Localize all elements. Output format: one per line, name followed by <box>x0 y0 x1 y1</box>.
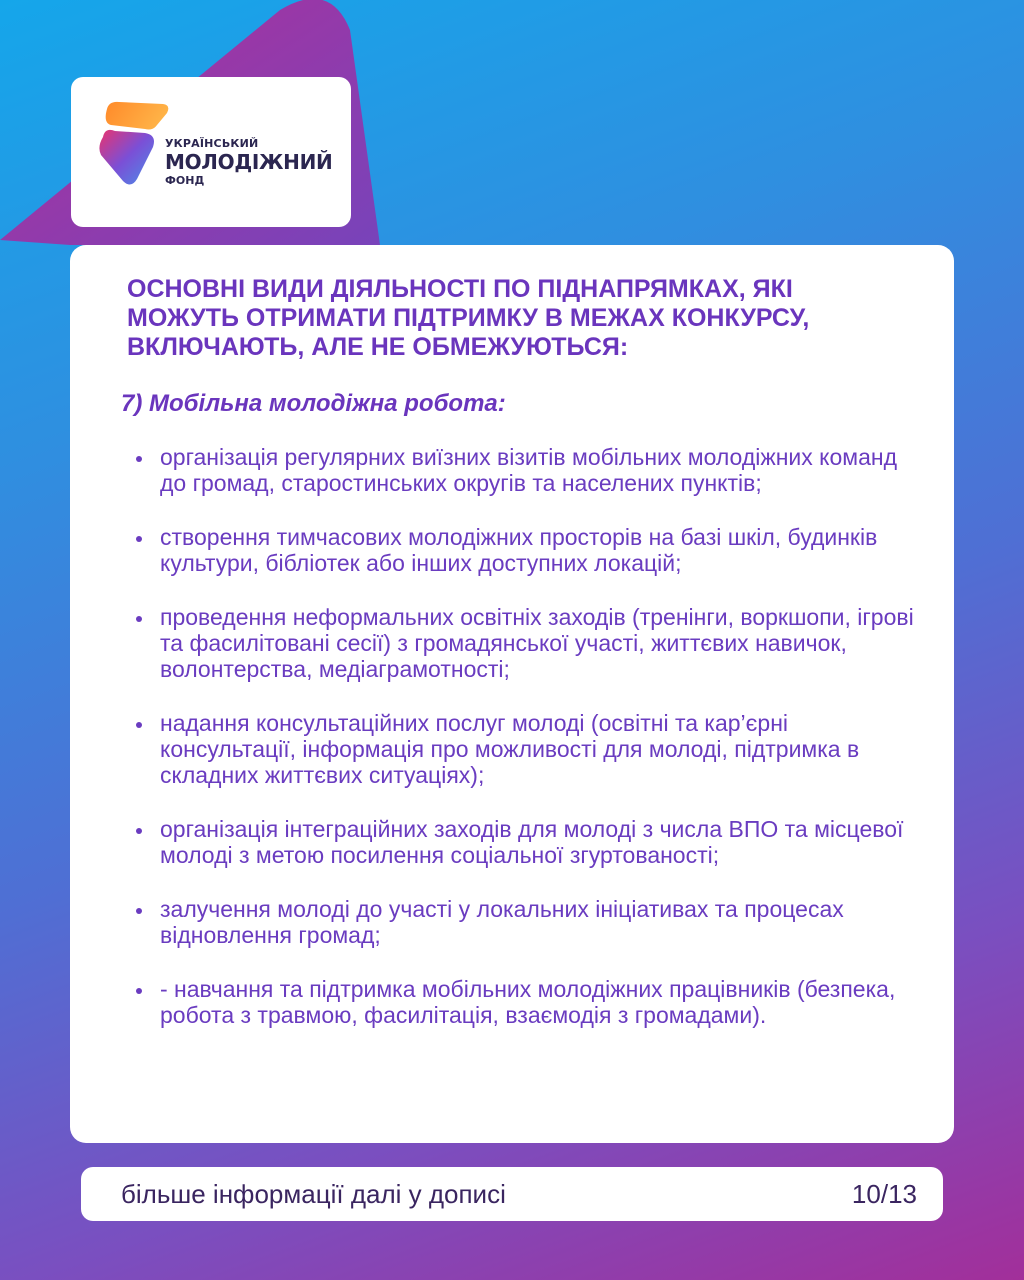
page-title: ОСНОВНІ ВИДИ ДІЯЛЬНОСТІ ПО ПІДНАПРЯМКАХ, ЯКІ МОЖУТЬ ОТРИМАТИ ПІДТРИМКУ В МЕЖАХ КОНКУРСУ, ВКЛЮЧАЮТЬ, АЛЕ НЕ ОБМЕЖУЮТЬСЯ: <box>127 275 810 361</box>
bullet-icon <box>136 722 142 728</box>
bullet-icon <box>136 456 142 462</box>
bullet-icon <box>136 616 142 622</box>
bullet-icon <box>136 908 142 914</box>
logo-line-3: ФОНД <box>165 174 205 187</box>
logo-mark-icon <box>97 99 173 189</box>
bullet-icon <box>136 536 142 542</box>
list-item <box>127 444 920 496</box>
subsection-heading: 7) Мобільна молодіжна робота: <box>121 390 506 417</box>
content-card <box>70 245 954 1143</box>
list-item-text: організація інтеграційних заходів для молоді з числа ВПО та місцевої молоді з метою посилення соціальної згуртованості; <box>160 816 904 868</box>
footer-text: більше інформації далі у дописі <box>121 1178 506 1209</box>
list-item <box>127 896 920 948</box>
list-item <box>127 524 920 576</box>
list-item <box>127 976 920 1028</box>
list-item-text: надання консультаційних послуг молоді (освітні та кар’єрні консультації, інформація про можливості для молоді, підтримка в складних життєвих ситуаціях); <box>160 710 860 788</box>
activity-list <box>127 444 914 1028</box>
list-item-text: організація регулярних виїзних візитів мобільних молодіжних команд до громад, старостинських округів та населених пунктів; <box>160 444 898 496</box>
list-item-text: залучення молоді до участі у локальних ініціативах та процесах відновлення громад; <box>160 896 844 948</box>
list-item <box>127 816 920 868</box>
list-item-text: проведення неформальних освітніх заходів (тренінги, воркшопи, ігрові та фасилітовані сесії) з громадянської участі, життєвих навичок, волонтерства, медіаграмотності; <box>160 604 914 682</box>
bullet-icon <box>136 988 142 994</box>
list-item-text: створення тимчасових молодіжних просторів на базі шкіл, будинків культури, бібліотек або інших доступних локацій; <box>160 524 878 576</box>
logo-line-1: УКРАЇНСЬКИЙ <box>165 137 259 150</box>
logo-wordmark <box>165 138 332 186</box>
logo-card <box>71 77 351 227</box>
list-item <box>127 710 920 788</box>
bullet-icon <box>136 828 142 834</box>
list-item-text: - навчання та підтримка мобільних молодіжних працівників (безпека, робота з травмою, фасилітація, взаємодія з громадами). <box>160 976 896 1028</box>
footer-bar <box>81 1167 943 1221</box>
page-indicator: 10/13 <box>851 1178 917 1209</box>
list-item <box>127 604 920 682</box>
logo-line-2: МОЛОДІЖНИЙ <box>165 150 333 174</box>
